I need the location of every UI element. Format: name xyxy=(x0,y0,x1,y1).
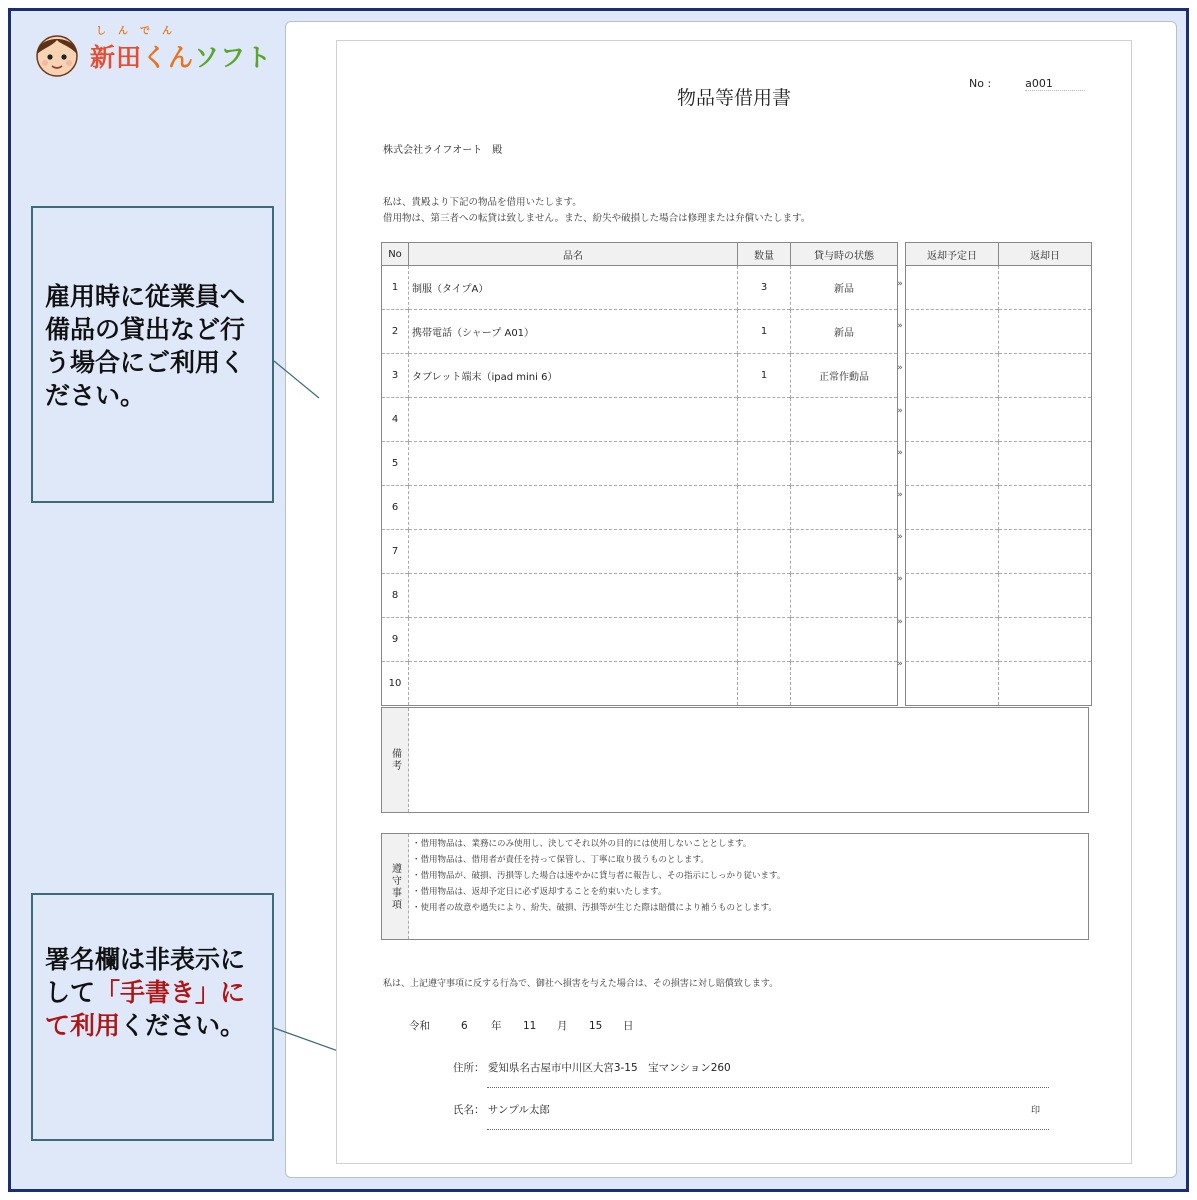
return-row xyxy=(906,398,1092,442)
item-row xyxy=(382,574,898,618)
row-no: 10 xyxy=(382,662,409,706)
document-number: No : a001 xyxy=(969,77,1085,91)
row-state xyxy=(791,662,898,706)
form-title: 物品等借用書 xyxy=(676,87,791,109)
signature-callout-pre: 署名欄は非表示にして xyxy=(45,945,246,1007)
rule-item: ・借用物品が、破損、汚損等した場合は速やかに貸与者に報告し、その指示にしっかり従います。 xyxy=(412,871,786,881)
row-returned-date xyxy=(999,530,1092,574)
remarks-label: 備考 xyxy=(382,708,409,812)
item-row xyxy=(382,398,898,442)
rules-box xyxy=(381,833,1089,940)
logo-name: 新田くんソフト xyxy=(90,43,273,72)
row-due-date xyxy=(906,618,999,662)
row-arrow-icon: » xyxy=(897,363,903,374)
return-row xyxy=(906,574,1092,618)
rule-item: ・使用者の故意や過失により、紛失、破損、汚損等が生じた際は賠償により補うものとします。 xyxy=(412,903,777,913)
row-state xyxy=(791,530,898,574)
signature-callout-post: ください。 xyxy=(120,1011,246,1040)
rule-item: ・借用物品は、返却予定日に必ず返却することを約束いたします。 xyxy=(412,887,667,897)
col-returned-date: 返却日 xyxy=(999,243,1092,266)
row-due-date xyxy=(906,398,999,442)
row-no: 3 xyxy=(382,354,409,398)
item-row xyxy=(382,310,898,354)
row-item-name: 制服（タイプA） xyxy=(409,266,738,310)
item-row xyxy=(382,486,898,530)
item-row xyxy=(382,530,898,574)
row-arrow-icon: » xyxy=(897,616,903,627)
row-item-name: 携帯電話（シャープ A01） xyxy=(409,310,738,354)
item-row xyxy=(382,618,898,662)
seal-mark: 印 xyxy=(1031,1106,1041,1116)
row-arrow-icon: » xyxy=(897,279,903,290)
items-table xyxy=(381,242,898,706)
row-returned-date xyxy=(999,310,1092,354)
return-row xyxy=(906,442,1092,486)
row-due-date xyxy=(906,266,999,310)
name-label: 氏名： xyxy=(453,1104,485,1116)
row-state xyxy=(791,398,898,442)
usage-callout-text: 雇用時に従業員へ備品の貸出など行う場合にご利用ください。 xyxy=(45,282,246,410)
row-item-name xyxy=(409,530,738,574)
row-arrow-icon: » xyxy=(897,490,903,501)
row-state: 正常作動品 xyxy=(791,354,898,398)
remarks-box xyxy=(381,707,1089,813)
col-qty: 数量 xyxy=(738,243,791,266)
item-row xyxy=(382,662,898,706)
row-due-date xyxy=(906,662,999,706)
row-state xyxy=(791,486,898,530)
signing-date: 令和 6 年 11 月 15 日 xyxy=(409,1020,634,1032)
row-arrow-icon: » xyxy=(897,532,903,543)
item-row xyxy=(382,354,898,398)
intro-text: 私は、貴殿より下記の物品を借用いたします。 借用物は、第三者への転貸は致しません。また、紛失や破損した場合は修理または弁償いたします。 xyxy=(383,197,811,224)
row-qty xyxy=(738,530,791,574)
row-state xyxy=(791,574,898,618)
return-row xyxy=(906,530,1092,574)
row-item-name xyxy=(409,662,738,706)
addressee: 株式会社ライフオート 殿 xyxy=(383,145,503,156)
row-due-date xyxy=(906,310,999,354)
return-row xyxy=(906,662,1092,706)
row-returned-date xyxy=(999,574,1092,618)
logo-ruby: しんでん xyxy=(96,26,184,37)
row-returned-date xyxy=(999,354,1092,398)
name-field xyxy=(453,1102,550,1117)
row-no: 2 xyxy=(382,310,409,354)
row-returned-date xyxy=(999,442,1092,486)
row-no: 7 xyxy=(382,530,409,574)
row-qty xyxy=(738,398,791,442)
return-row xyxy=(906,486,1092,530)
row-qty: 1 xyxy=(738,310,791,354)
document-number-value: a001 xyxy=(1025,77,1085,91)
row-due-date xyxy=(906,354,999,398)
return-row xyxy=(906,354,1092,398)
rules-list xyxy=(412,836,785,916)
row-qty xyxy=(738,442,791,486)
address-field xyxy=(453,1060,731,1075)
return-row xyxy=(906,310,1092,354)
row-arrow-icon: » xyxy=(897,447,903,458)
row-state xyxy=(791,442,898,486)
col-name: 品名 xyxy=(409,243,738,266)
return-row xyxy=(906,266,1092,310)
rule-item: ・借用物品は、借用者が責任を持って保管し、丁寧に取り扱うものとします。 xyxy=(412,855,709,865)
signature-callout-emphasis: 「手書き」にて利用 xyxy=(45,978,246,1040)
row-due-date xyxy=(906,442,999,486)
row-item-name xyxy=(409,398,738,442)
row-no: 4 xyxy=(382,398,409,442)
row-returned-date xyxy=(999,662,1092,706)
row-returned-date xyxy=(999,618,1092,662)
row-qty xyxy=(738,574,791,618)
row-arrow-icon: » xyxy=(897,658,903,669)
row-arrow-icon: » xyxy=(897,321,903,332)
row-qty: 1 xyxy=(738,354,791,398)
row-no: 5 xyxy=(382,442,409,486)
row-due-date xyxy=(906,574,999,618)
row-no: 9 xyxy=(382,618,409,662)
row-returned-date xyxy=(999,486,1092,530)
row-state xyxy=(791,618,898,662)
row-qty xyxy=(738,486,791,530)
row-item-name: タブレット端末（ipad mini 6） xyxy=(409,354,738,398)
row-returned-date xyxy=(999,266,1092,310)
item-row xyxy=(382,266,898,310)
row-qty: 3 xyxy=(738,266,791,310)
row-item-name xyxy=(409,618,738,662)
col-due-date: 返却予定日 xyxy=(906,243,999,266)
row-no: 1 xyxy=(382,266,409,310)
row-item-name xyxy=(409,442,738,486)
loan-form-document xyxy=(336,40,1132,1164)
item-row xyxy=(382,442,898,486)
row-state: 新品 xyxy=(791,310,898,354)
row-state: 新品 xyxy=(791,266,898,310)
row-returned-date xyxy=(999,398,1092,442)
name-underline xyxy=(487,1129,1049,1130)
row-qty xyxy=(738,618,791,662)
return-row xyxy=(906,618,1092,662)
row-due-date xyxy=(906,486,999,530)
row-due-date xyxy=(906,530,999,574)
row-arrow-icon: » xyxy=(897,405,903,416)
pledge-text: 私は、上記遵守事項に反する行為で、御社へ損害を与えた場合は、その損害に対し賠償致します。 xyxy=(383,979,779,989)
return-table xyxy=(905,242,1092,706)
rule-item: ・借用物品は、業務にのみ使用し、決してそれ以外の目的には使用しないこととします。 xyxy=(412,839,752,849)
row-item-name xyxy=(409,574,738,618)
row-qty xyxy=(738,662,791,706)
name-value: サンプル太郎 xyxy=(487,1104,550,1116)
row-item-name xyxy=(409,486,738,530)
rules-label: 遵守事項 xyxy=(382,834,409,939)
address-underline xyxy=(487,1087,1049,1088)
row-arrow-icon: » xyxy=(897,574,903,585)
row-no: 6 xyxy=(382,486,409,530)
address-value: 愛知県名古屋市中川区大宮3-15 宝マンション260 xyxy=(487,1062,731,1074)
address-label: 住所： xyxy=(453,1062,485,1074)
col-no: No xyxy=(382,243,409,266)
col-state: 貸与時の状態 xyxy=(791,243,898,266)
row-no: 8 xyxy=(382,574,409,618)
